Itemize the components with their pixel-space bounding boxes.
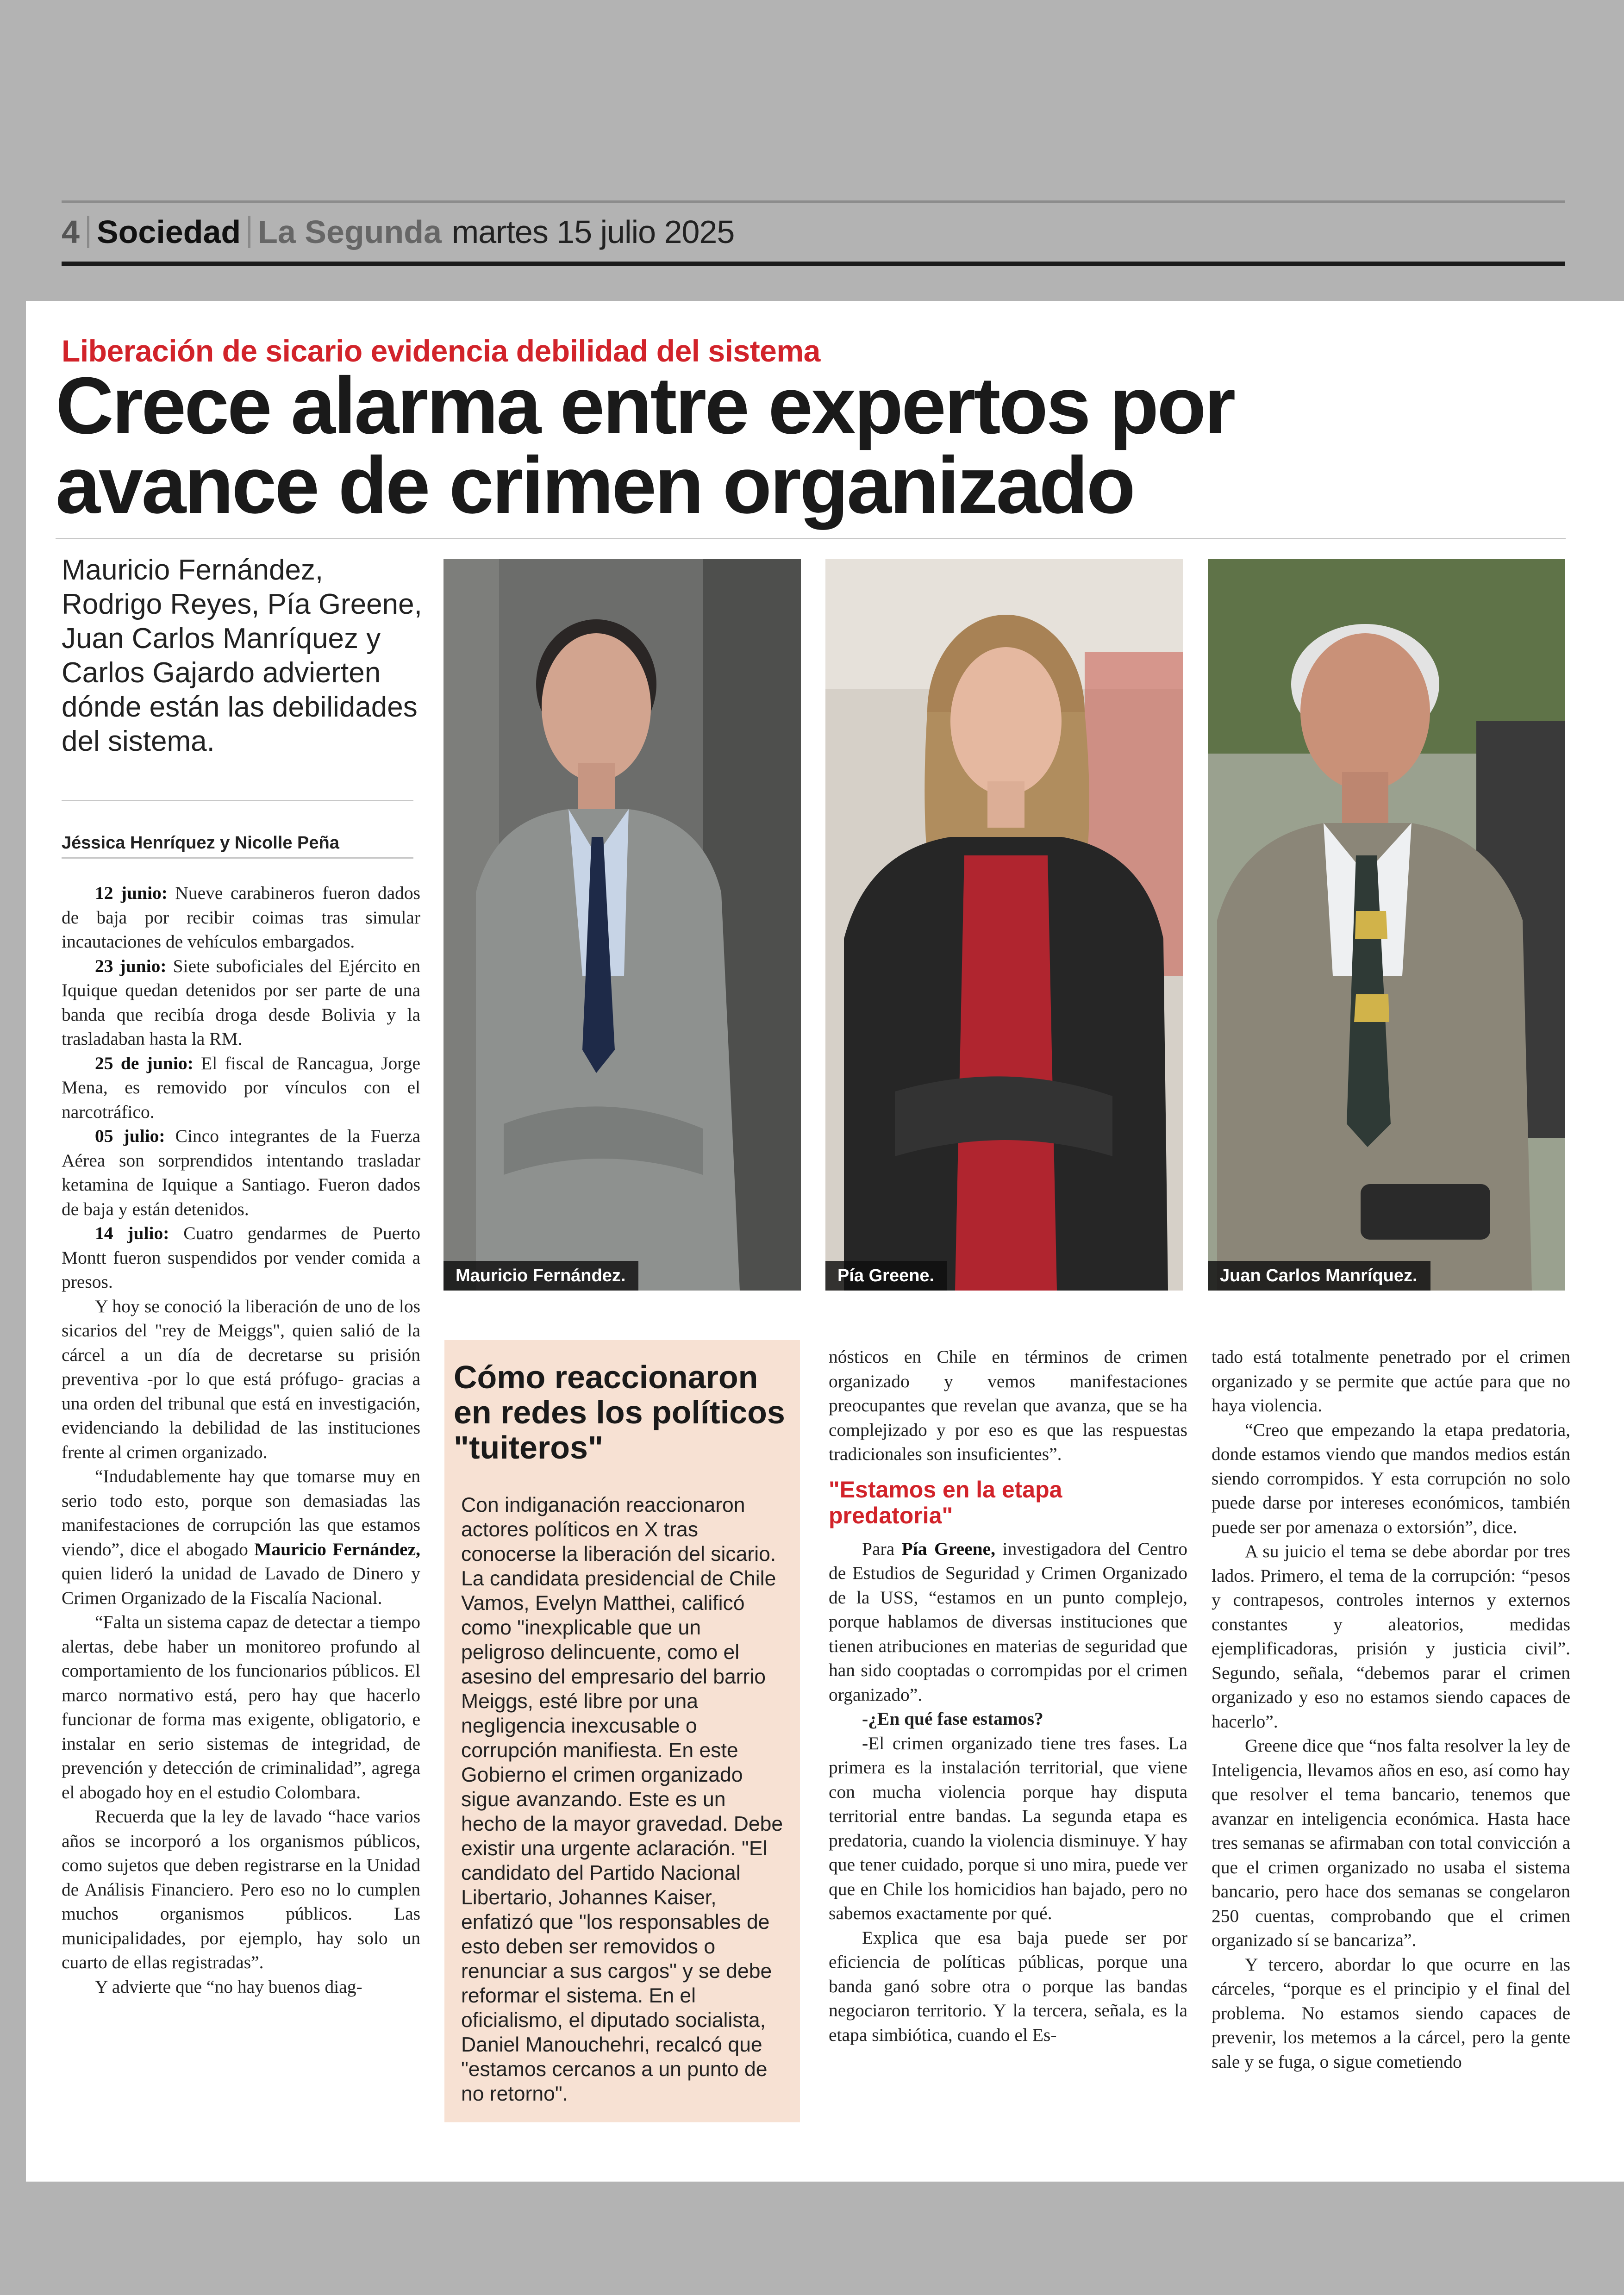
body-paragraph: [62, 1464, 420, 1610]
header-divider: [87, 216, 89, 248]
sidebar-box: [444, 1340, 800, 2122]
timeline-date: 25 de junio:: [95, 1053, 194, 1073]
photo-caption: Mauricio Fernández.: [443, 1261, 638, 1291]
body-paragraph: nósticos en Chile en términos de crimen organizado y vemos manifestaciones preocupantes que revelan que avanza, que se ha complejizado y por eso es que las respuestas tradicionales son insuficientes”.: [829, 1347, 1187, 1464]
header-row: [62, 213, 734, 250]
header-bottom-rule: [62, 262, 1565, 266]
body-paragraph: “Falta un sistema capaz de detectar a tiempo alertas, debe haber un monitoreo profundo al comportamiento de los funcionarios públicos. El marco normativo está, pero hay que hacerlo funcionar de forma mas exigente, obligatorio, e instalar en serio sistemas de integridad, de prevención y detección de criminalidad”, agrega el abogado hoy en el estudio Colombara.: [62, 1612, 420, 1802]
byline-rule: [62, 857, 413, 859]
article-column-1: [62, 881, 420, 1999]
body-paragraph: Y hoy se conoció la liberación de uno de los sicarios del "rey de Meiggs", quien salió de la cárcel a un día de decretarse su prisión preventiva -por lo que está prófugo- gracias a una orden del tribunal que está en investigación, evidenciando la debilidad de las instituciones frente al crimen organizado.: [62, 1296, 420, 1462]
interview-question: -¿En qué fase estamos?: [862, 1709, 1043, 1729]
photo-caption: Juan Carlos Manríquez.: [1208, 1261, 1430, 1291]
body-paragraph: A su juicio el tema se debe abordar por tres lados. Primero, el tema de la corrupción: “pesos y contrapesos, controles internos y externos constantes y aleatorios, medidas ejemplificadoras, prisión y justicia civil”. Segundo, señala, “debemos parar el crimen organizado y eso no estamos siendo capaces de hacerlo”.: [1212, 1541, 1570, 1732]
section-name: Sociedad: [96, 214, 241, 250]
sidebar-body: Con indiganación reaccionaron actores políticos en X tras conocerse la liberación del sicario. La candidata presidencial de Chile Vamos, Evelyn Matthei, calificó como "inexplicable que un peligroso delincuente, como el asesino del empresario del barrio Meiggs, esté libre por una negligencia inexcusable o corrupción manifiesta. En este Gobierno el crimen organizado sigue avanzando. Este es un hecho de la mayor gravedad. Debe existir una urgente aclaración. "El candidato del Partido Nacional Libertario, Johannes Kaiser, enfatizó que "los responsables de esto deben ser removidos o renunciar a sus cargos" y se debe reformar el sistema. En el oficialismo, el diputado socialista, Daniel Manouchehri, recalcó que "estamos cercanos a un punto de no retorno".: [461, 1494, 783, 2105]
page-number: 4: [62, 214, 80, 250]
timeline-text: Cuatro gendarmes de Puerto Montt fueron suspendidos por vender comida a presos.: [62, 1223, 420, 1292]
header-top-rule: [62, 200, 1565, 203]
photo-pia-greene: [825, 559, 1183, 1291]
body-paragraph: -El crimen organizado tiene tres fases. La primera es la instalación territorial, que viene con mucha violencia porque hay disputa territorial entre bandas. La segunda etapa es predatoria, cuando la violencia disminuye. Y hay que tener cuidado, porque si uno mira, puede ver que en Chile los homicidios han bajado, pero no sabemos exactamente por qué.: [829, 1733, 1187, 1923]
timeline-text: Cinco integrantes de la Fuerza Aérea son sorprendidos intentando trasladar ketamina de Iquique a Santiago. Fueron dados de baja y están detenidos.: [62, 1126, 420, 1219]
body-text: investigadora del Centro de Estudios de Seguridad y Crimen Organizado de la USS, “estamos en un punto complejo, porque hablamos de diversas instituciones que tienen atribuciones en materias de seguridad que han sido cooptadas o corrompidas por el crimen organizado”.: [829, 1538, 1188, 1705]
portrait-photo-icon: [443, 559, 801, 1291]
timeline-date: 23 junio:: [95, 955, 167, 976]
timeline-text: Nueve carabineros fueron dados de baja por recibir coimas tras simular incautaciones de vehículos embargados.: [62, 883, 420, 952]
timeline-entry: [62, 1221, 420, 1294]
portrait-photo-icon: [1208, 559, 1565, 1291]
article-column-3: [829, 1345, 1187, 2047]
body-paragraph: Y advierte que “no hay buenos diag-: [95, 1976, 362, 1997]
source-name: Pía Greene,: [901, 1538, 995, 1559]
photo-juan-carlos-manriquez: [1208, 559, 1565, 1291]
sidebar-title: Cómo reaccionaron en redes los políticos "tuiteros": [454, 1359, 785, 1466]
body-paragraph: Explica que esa baja puede ser por eficiencia de políticas públicas, porque una banda ganó sobre otra o porque las bandas negociaron territorio. Y la tercera, señala, es la etapa simbiótica, cuando el Es-: [829, 1927, 1187, 2045]
running-header: [62, 200, 1565, 266]
article-column-4: [1212, 1345, 1570, 2074]
body-paragraph: Y tercero, abordar lo que ocurre en las cárceles, “porque es el principio y el final del problema. No estamos siendo capaces de prevenir, los metemos a la cárcel, pero la gente sale y se fuga, o sigue cometiendo: [1212, 1954, 1570, 2072]
timeline-entry: [62, 1124, 420, 1221]
timeline-date: 05 julio:: [95, 1126, 165, 1146]
body-paragraph: [829, 1537, 1187, 1707]
article-byline: Jéssica Henríquez y Nicolle Peña: [62, 833, 339, 853]
timeline-text: Siete suboficiales del Ejército en Iquique quedan detenidos por ser parte de una banda que recibía droga desde Bolivia y la trasladaban hasta la RM.: [62, 955, 420, 1049]
lead-rule: [62, 800, 413, 801]
header-divider: [248, 216, 250, 248]
body-paragraph: “Creo que empezando la etapa predatoria, donde estamos viendo que mandos medios están siendo corrompidos. Y esta corrupción no solo puede darse por intereses económicos, también puede ser por amenaza o extorsión”, dice.: [1212, 1419, 1570, 1537]
timeline-entry: [62, 1051, 420, 1124]
timeline-date: 14 julio:: [95, 1223, 169, 1243]
newspaper-name: La Segunda: [258, 214, 442, 250]
timeline-entry: [62, 881, 420, 954]
body-text: “Indudablemente hay que tomarse muy en serio todo esto, porque son demasiadas las manifestaciones de corrupción las que estamos viendo”, dice el abogado: [62, 1466, 420, 1559]
source-name: Mauricio Fernández,: [254, 1539, 420, 1559]
body-text: quien lideró la unidad de Lavado de Dinero y Crimen Organizado de la Fiscalía Nacional.: [62, 1563, 420, 1608]
timeline-entry: [62, 954, 420, 1051]
body-paragraph: Recuerda que la ley de lavado “hace varios años se incorporó a los organismos públicos, como sujetos que deben registrarse en la Unidad de Análisis Financiero. Pero eso no lo cumplen muchos organismos públicos. Las municipalidades, por ejemplo, hay solo un cuarto de ellas registradas”.: [62, 1806, 420, 1972]
photo-mauricio-fernandez: [443, 559, 801, 1291]
headline-rule: [56, 538, 1566, 539]
body-text: Para: [862, 1538, 902, 1559]
timeline-date: 12 junio:: [95, 883, 168, 903]
issue-date: martes 15 julio 2025: [451, 214, 735, 250]
article-lead: Mauricio Fernández, Rodrigo Reyes, Pía Greene, Juan Carlos Manríquez y Carlos Gajardo advierten dónde están las debilidades del sistema.: [62, 554, 422, 757]
timeline-text: El fiscal de Rancagua, Jorge Mena, es removido por vínculos con el narcotráfico.: [62, 1053, 420, 1122]
photo-caption: Pía Greene.: [825, 1261, 947, 1291]
section-subhead: "Estamos en la etapa predatoria": [829, 1476, 1062, 1528]
article-headline: Crece alarma entre expertos por avance de crimen organizado: [56, 360, 1234, 530]
portrait-photo-icon: [825, 559, 1183, 1291]
article-kicker: Liberación de sicario evidencia debilidad del sistema: [62, 334, 820, 368]
body-paragraph: Greene dice que “nos falta resolver la ley de Inteligencia, llevamos años en eso, así como hay que resolver el tema bancario, tenemos que avanzar en inteligencia económica. Hasta hace tres semanas se afirmaban con total convicción a que el crimen organizado no usaba el sistema bancario, pero hace dos semanas se congelaron 250 cuentas, comprobando que el crimen organizado sí se bancariza”.: [1212, 1735, 1570, 1950]
body-paragraph: tado está totalmente penetrado por el crimen organizado y se permite que actúe para que no haya violencia.: [1212, 1347, 1570, 1416]
